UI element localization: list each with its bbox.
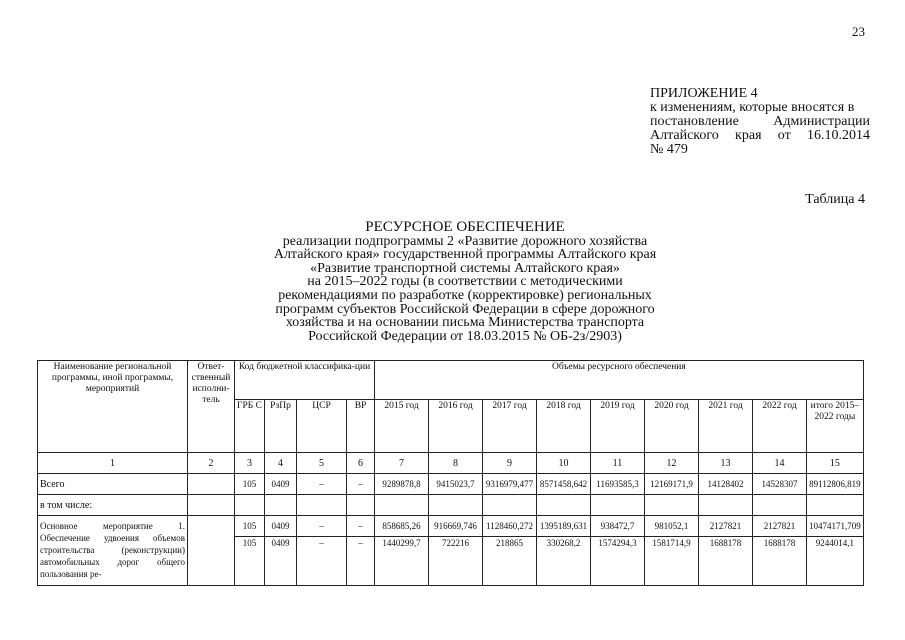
row-value: 330268,2	[537, 537, 591, 586]
document-title	[230, 221, 700, 343]
empty-cell	[753, 495, 807, 516]
row-value: 1574294,3	[591, 537, 645, 586]
row-value: 981052,1	[645, 516, 699, 537]
appendix-block	[650, 87, 870, 157]
title-heading: РЕСУРСНОЕ ОБЕСПЕЧЕНИЕ	[365, 219, 565, 235]
row-value: 12169171,9	[645, 474, 699, 495]
column-number: 15	[807, 453, 864, 474]
appendix-line: № 479	[650, 142, 688, 157]
row-name-measure1: Основное мероприятие 1. Обеспечение удвоения объемов строительства (реконструкции) автомобильных дорог общего пользования ре-	[38, 516, 188, 586]
row-grbs: 105	[235, 474, 265, 495]
empty-cell	[483, 495, 537, 516]
row-value: 1395189,631	[537, 516, 591, 537]
column-number-row	[38, 453, 864, 474]
empty-cell	[591, 495, 645, 516]
row-value: 14128402	[699, 474, 753, 495]
row-value: 2127821	[699, 516, 753, 537]
row-csr: –	[297, 537, 347, 586]
empty-cell	[807, 495, 864, 516]
row-vr: –	[347, 474, 375, 495]
empty-cell	[375, 495, 429, 516]
row-value: 1581714,9	[645, 537, 699, 586]
column-number: 8	[429, 453, 483, 474]
header-year: 2018 год	[537, 400, 591, 453]
column-number: 2	[188, 453, 235, 474]
row-value: 916669,746	[429, 516, 483, 537]
header-vr: ВР	[347, 400, 375, 453]
row-rzpr: 0409	[265, 474, 297, 495]
row-vr: –	[347, 537, 375, 586]
row-value: 14528307	[753, 474, 807, 495]
header-year: 2021 год	[699, 400, 753, 453]
header-year: 2016 год	[429, 400, 483, 453]
title-line: хозяйства и на основании письма Министерства транспорта	[285, 315, 645, 331]
column-number: 1	[38, 453, 188, 474]
header-responsible: Ответ-ственный исполни-тель	[188, 361, 235, 453]
header-budget-code: Код бюджетной классифика-ции	[235, 361, 375, 400]
appendix-line: к изменениям, которые вносятся в	[650, 100, 855, 115]
empty-cell	[537, 495, 591, 516]
column-number: 13	[699, 453, 753, 474]
row-name: в том числе:	[38, 495, 188, 516]
table-row-total	[38, 474, 864, 495]
row-value: 9415023,7	[429, 474, 483, 495]
row-value: 1128460,272	[483, 516, 537, 537]
title-line: «Развитие транспортной системы Алтайского края»	[310, 260, 620, 276]
row-value: 11693585,3	[591, 474, 645, 495]
empty-cell	[347, 495, 375, 516]
table-row-including	[38, 495, 864, 516]
row-value: 1440299,7	[375, 537, 429, 586]
title-line: Российской Федерации от 18.03.2015 № ОБ-2з/2903)	[308, 328, 622, 344]
row-value: 9316979,477	[483, 474, 537, 495]
row-value: 722216	[429, 537, 483, 586]
title-line: на 2015–2022 годы (в соответствии с методическими	[307, 274, 623, 290]
row-value: 8571458,642	[537, 474, 591, 495]
row-total-value: 9244014,1	[807, 537, 864, 586]
column-number: 10	[537, 453, 591, 474]
row-responsible	[188, 516, 235, 586]
column-number: 11	[591, 453, 645, 474]
empty-cell	[235, 495, 265, 516]
title-line: реализации подпрограммы 2 «Развитие дорожного хозяйства	[282, 233, 648, 249]
header-name: Наименование региональной программы, иной программы, мероприятий	[38, 361, 188, 453]
header-year: 2019 год	[591, 400, 645, 453]
empty-cell	[297, 495, 347, 516]
row-csr: –	[297, 516, 347, 537]
column-number: 12	[645, 453, 699, 474]
header-year: 2022 год	[753, 400, 807, 453]
appendix-line: постановление Администрации	[650, 114, 870, 129]
row-value: 858685,26	[375, 516, 429, 537]
appendix-title: ПРИЛОЖЕНИЕ 4	[650, 86, 758, 101]
row-vr: –	[347, 516, 375, 537]
header-year: 2020 год	[645, 400, 699, 453]
empty-cell	[645, 495, 699, 516]
row-rzpr: 0409	[265, 516, 297, 537]
row-value: 9289878,8	[375, 474, 429, 495]
row-value: 1688178	[699, 537, 753, 586]
row-name: Всего	[38, 474, 188, 495]
header-total: итого 2015–2022 годы	[807, 400, 864, 453]
column-number: 14	[753, 453, 807, 474]
column-number: 9	[483, 453, 537, 474]
header-csr: ЦСР	[297, 400, 347, 453]
title-line: рекомендациями по разработке (корректировке) региональных	[278, 287, 652, 303]
column-number: 7	[375, 453, 429, 474]
row-value: 938472,7	[591, 516, 645, 537]
empty-cell	[265, 495, 297, 516]
row-csr: –	[297, 474, 347, 495]
row-value: 1688178	[753, 537, 807, 586]
resource-table	[37, 360, 864, 586]
page-number: 23	[852, 24, 865, 39]
column-number: 3	[235, 453, 265, 474]
header-year: 2015 год	[375, 400, 429, 453]
empty-cell	[429, 495, 483, 516]
column-number: 4	[265, 453, 297, 474]
row-value: 218865	[483, 537, 537, 586]
empty-cell	[699, 495, 753, 516]
row-responsible	[188, 474, 235, 495]
title-line: Алтайского края» государственной программы Алтайского края	[273, 247, 657, 263]
header-year: 2017 год	[483, 400, 537, 453]
row-total-value: 89112806,819	[807, 474, 864, 495]
column-number: 5	[297, 453, 347, 474]
header-grbs: ГРБ С	[235, 400, 265, 453]
row-grbs: 105	[235, 537, 265, 586]
row-value: 2127821	[753, 516, 807, 537]
appendix-line: Алтайского края от 16.10.2014	[650, 128, 870, 143]
title-line: программ субъектов Российской Федерации в сфере дорожного	[275, 301, 655, 317]
empty-cell	[188, 495, 235, 516]
table-label: Таблица 4	[805, 192, 865, 207]
table-row-measure1-a	[38, 516, 864, 537]
header-volumes: Объемы ресурсного обеспечения	[375, 361, 864, 400]
row-rzpr: 0409	[265, 537, 297, 586]
row-grbs: 105	[235, 516, 265, 537]
column-number: 6	[347, 453, 375, 474]
header-rzpr: РзПр	[265, 400, 297, 453]
row-total-value: 10474171,709	[807, 516, 864, 537]
header-row	[38, 361, 864, 400]
